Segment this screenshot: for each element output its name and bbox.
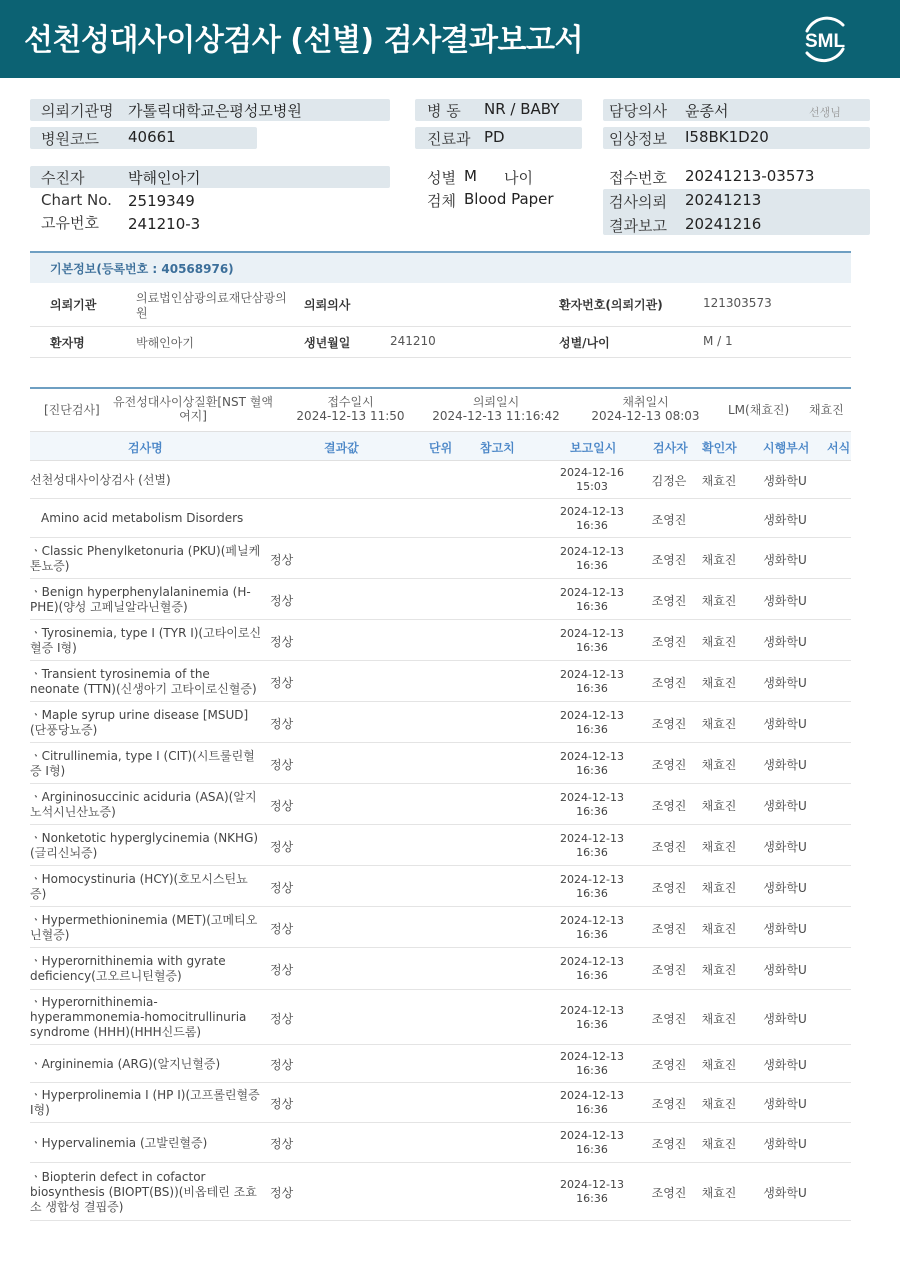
table-row xyxy=(30,538,851,579)
department: 생화학U xyxy=(763,513,807,527)
report-date-label: 결과보고 xyxy=(609,217,667,235)
confirmer: 채효진 xyxy=(701,1097,737,1111)
chart-no-label: Chart No. xyxy=(41,191,112,209)
basic-divider xyxy=(30,326,851,327)
report-time: 16:36 xyxy=(576,805,608,818)
table-row xyxy=(30,825,851,866)
report-time: 16:36 xyxy=(576,1143,608,1156)
confirmer: 채효진 xyxy=(701,594,737,608)
test-name: ㆍBenign hyperphenylalaninemia (H-PHE)(양성 고페닐알라닌혈증) xyxy=(30,585,251,614)
department: 생화학U xyxy=(763,1137,807,1151)
col-reference: 참고치 xyxy=(480,441,515,455)
report-date: 2024-12-13 xyxy=(560,873,624,886)
diag-collector: 채효진 xyxy=(809,403,844,417)
col-report-date: 보고일시 xyxy=(570,441,617,455)
confirmer: 채효진 xyxy=(701,717,737,731)
report-time: 16:36 xyxy=(576,600,608,613)
confirmer: 채효진 xyxy=(701,635,737,649)
col-department: 시행부서 xyxy=(763,441,810,455)
department: 생화학U xyxy=(763,1186,807,1200)
tester: 김정은 xyxy=(651,474,687,488)
test-result: 정상 xyxy=(270,1012,294,1026)
report-header xyxy=(0,0,900,78)
confirmer: 채효진 xyxy=(701,840,737,854)
table-row xyxy=(30,620,851,661)
table-row xyxy=(30,1083,851,1123)
report-date: 2024-12-13 xyxy=(560,832,624,845)
department: 생화학U xyxy=(763,635,807,649)
report-time: 16:36 xyxy=(576,559,608,572)
report-date: 2024-12-13 xyxy=(560,750,624,763)
table-row xyxy=(30,461,851,499)
report-time: 16:36 xyxy=(576,1018,608,1031)
test-name: ㆍHypervalinemia (고발린혈증) xyxy=(30,1136,208,1150)
institution-label: 의뢰기관명 xyxy=(41,102,114,120)
test-name: 선천성대사이상검사 (선별) xyxy=(30,473,171,487)
table-row xyxy=(30,1163,851,1221)
tester: 조영진 xyxy=(651,963,687,977)
department: 생화학U xyxy=(763,1012,807,1026)
dept-label: 진료과 xyxy=(427,130,471,148)
tester: 조영진 xyxy=(651,922,687,936)
test-name: ㆍCitrullinemia, type I (CIT)(시트룰린혈증 I형) xyxy=(30,749,255,778)
clinical-label: 임상정보 xyxy=(609,130,667,148)
report-title: 선천성대사이상검사 (선별) 검사결과보고서 xyxy=(24,23,583,58)
receipt-label: 접수번호 xyxy=(609,169,667,187)
col-confirmer: 확인자 xyxy=(702,441,737,455)
basic-inst-label: 의뢰기관 xyxy=(50,298,97,312)
department: 생화학U xyxy=(763,799,807,813)
request-date-value: 20241213 xyxy=(685,191,762,209)
request-date-label: 검사의뢰 xyxy=(609,193,667,211)
diag-tag: [진단검사] xyxy=(44,403,100,417)
doctor-honorific: 선생님 xyxy=(809,106,841,119)
report-time: 16:36 xyxy=(576,723,608,736)
confirmer: 채효진 xyxy=(701,1137,737,1151)
report-date: 2024-12-13 xyxy=(560,1050,624,1063)
report-date: 2024-12-13 xyxy=(560,1089,624,1102)
basic-info-header xyxy=(30,251,851,283)
report-date: 2024-12-13 xyxy=(560,668,624,681)
confirmer: 채효진 xyxy=(701,1186,737,1200)
report-time: 16:36 xyxy=(576,764,608,777)
table-row xyxy=(30,702,851,743)
col-format: 서식 xyxy=(827,441,851,455)
department: 생화학U xyxy=(763,758,807,772)
report-date: 2024-12-16 xyxy=(560,466,624,479)
test-result: 정상 xyxy=(270,758,294,772)
tester: 조영진 xyxy=(651,594,687,608)
report-time: 16:36 xyxy=(576,846,608,859)
test-name: ㆍHyperprolinemia I (HP I)(고프롤린혈증 I형) xyxy=(30,1088,260,1117)
basic-dob-label: 생년월일 xyxy=(304,336,351,350)
tester: 조영진 xyxy=(651,758,687,772)
report-date: 2024-12-13 xyxy=(560,627,624,640)
tester: 조영진 xyxy=(651,1058,687,1072)
doctor-value: 윤종서 xyxy=(685,102,729,120)
unique-no-value: 241210-3 xyxy=(128,215,201,233)
col-test-name: 검사명 xyxy=(128,441,163,455)
test-result: 정상 xyxy=(270,717,294,731)
report-time: 16:36 xyxy=(576,887,608,900)
diagnostic-summary xyxy=(30,387,851,431)
unique-no-label: 고유번호 xyxy=(41,214,99,232)
col-tester: 검사자 xyxy=(653,441,688,455)
test-result: 정상 xyxy=(270,922,294,936)
age-label: 나이 xyxy=(504,169,533,187)
tester: 조영진 xyxy=(651,799,687,813)
table-row xyxy=(30,499,851,538)
department: 생화학U xyxy=(763,1097,807,1111)
report-time: 16:36 xyxy=(576,1192,608,1205)
sml-logo-icon xyxy=(795,11,855,67)
tester: 조영진 xyxy=(651,717,687,731)
results-table-header xyxy=(30,431,851,461)
department: 생화학U xyxy=(763,676,807,690)
confirmer: 채효진 xyxy=(701,881,737,895)
dept-value: PD xyxy=(484,128,505,146)
col-result: 결과값 xyxy=(324,441,359,455)
confirmer: 채효진 xyxy=(701,963,737,977)
basic-bottom-line xyxy=(30,357,851,358)
report-date-value: 20241216 xyxy=(685,215,762,233)
test-name: ㆍHyperornithinemia with gyrate deficiency(고오르니틴혈증) xyxy=(30,954,226,983)
table-row xyxy=(30,866,851,907)
confirmer: 채효진 xyxy=(701,799,737,813)
report-date: 2024-12-13 xyxy=(560,505,624,518)
diag-received-label: 접수일시 xyxy=(327,395,374,409)
clinical-value: I58BK1D20 xyxy=(685,128,769,146)
tester: 조영진 xyxy=(651,1186,687,1200)
report-date: 2024-12-13 xyxy=(560,914,624,927)
basic-info-title: 기본정보(등록번호 : 40568976) xyxy=(50,262,234,276)
table-row xyxy=(30,579,851,620)
report-date: 2024-12-13 xyxy=(560,1004,624,1017)
confirmer: 채효진 xyxy=(701,474,737,488)
tester: 조영진 xyxy=(651,553,687,567)
tester: 조영진 xyxy=(651,676,687,690)
test-name: ㆍMaple syrup urine disease [MSUD](단풍당뇨증) xyxy=(30,708,249,737)
department: 생화학U xyxy=(763,553,807,567)
table-row xyxy=(30,1123,851,1163)
department: 생화학U xyxy=(763,881,807,895)
confirmer: 채효진 xyxy=(701,676,737,690)
report-time: 15:03 xyxy=(576,480,608,493)
department: 생화학U xyxy=(763,1058,807,1072)
table-row xyxy=(30,661,851,702)
tester: 조영진 xyxy=(651,635,687,649)
diag-test-line2: 여지] xyxy=(179,409,207,423)
tester: 조영진 xyxy=(651,1137,687,1151)
col-unit: 단위 xyxy=(429,441,453,455)
test-result: 정상 xyxy=(270,594,294,608)
basic-doctor-label: 의뢰의사 xyxy=(304,298,351,312)
department: 생화학U xyxy=(763,922,807,936)
test-result: 정상 xyxy=(270,1097,294,1111)
test-name: ㆍClassic Phenylketonuria (PKU)(페닐케톤뇨증) xyxy=(30,544,261,573)
department: 생화학U xyxy=(763,963,807,977)
test-name: ㆍArgininemia (ARG)(알지닌혈증) xyxy=(30,1057,221,1071)
table-row xyxy=(30,743,851,784)
patient-label: 수진자 xyxy=(41,169,85,187)
report-date: 2024-12-13 xyxy=(560,791,624,804)
basic-sexage-value: M / 1 xyxy=(703,334,733,348)
institution-value: 가톨릭대학교은평성모병원 xyxy=(128,102,302,120)
confirmer: 채효진 xyxy=(701,1012,737,1026)
hospital-code-value: 40661 xyxy=(128,128,176,146)
basic-name-label: 환자명 xyxy=(50,336,85,350)
specimen-label: 검체 xyxy=(427,192,456,210)
table-row xyxy=(30,948,851,990)
table-row xyxy=(30,784,851,825)
department: 생화학U xyxy=(763,717,807,731)
report-time: 16:36 xyxy=(576,1103,608,1116)
table-row xyxy=(30,1045,851,1083)
diag-lm: LM(채효진) xyxy=(728,403,790,417)
confirmer: 채효진 xyxy=(701,1058,737,1072)
report-date: 2024-12-13 xyxy=(560,1129,624,1142)
chart-no-value: 2519349 xyxy=(128,192,195,210)
report-time: 16:36 xyxy=(576,928,608,941)
patient-value: 박해인아기 xyxy=(128,169,201,187)
diag-collected-label: 채취일시 xyxy=(622,395,669,409)
report-date: 2024-12-13 xyxy=(560,545,624,558)
department: 생화학U xyxy=(763,840,807,854)
basic-pid-value: 121303573 xyxy=(703,296,772,310)
test-name: ㆍHomocystinuria (HCY)(호모시스틴뇨증) xyxy=(30,872,248,901)
confirmer: 채효진 xyxy=(701,553,737,567)
logo-text: SML xyxy=(804,31,846,52)
department: 생화학U xyxy=(763,474,807,488)
test-name: ㆍArgininosuccinic aciduria (ASA)(알지노석시닌산뇨증) xyxy=(30,790,257,819)
sex-label: 성별 xyxy=(427,169,456,187)
report-date: 2024-12-13 xyxy=(560,709,624,722)
hospital-code-label: 병원코드 xyxy=(41,130,99,148)
basic-inst-value-line2: 원 xyxy=(136,306,148,320)
diag-collected-value: 2024-12-13 08:03 xyxy=(591,409,700,423)
test-name: ㆍHyperornithinemia-hyperammonemia-homocitrullinuria syndrome (HHH)(HHH신드롬) xyxy=(30,995,247,1039)
tester: 조영진 xyxy=(651,840,687,854)
test-result: 정상 xyxy=(270,799,294,813)
test-result: 정상 xyxy=(270,1058,294,1072)
basic-name-value: 박해인아기 xyxy=(136,336,194,350)
basic-info-table xyxy=(30,251,851,358)
basic-pid-label: 환자번호(의뢰기관) xyxy=(559,298,663,312)
diag-requested-label: 의뢰일시 xyxy=(472,395,520,409)
report-time: 16:36 xyxy=(576,969,608,982)
report-date: 2024-12-13 xyxy=(560,955,624,968)
report-time: 16:36 xyxy=(576,1064,608,1077)
test-name: ㆍTyrosinemia, type I (TYR I)(고타이로신혈증 I형) xyxy=(30,626,262,655)
report-date: 2024-12-13 xyxy=(560,1178,624,1191)
test-result: 정상 xyxy=(270,881,294,895)
test-name: ㆍHypermethioninemia (MET)(고메티오닌혈증) xyxy=(30,913,258,942)
table-row xyxy=(30,907,851,948)
ward-label: 병 동 xyxy=(427,102,461,120)
test-result: 정상 xyxy=(270,963,294,977)
tester: 조영진 xyxy=(651,1097,687,1111)
test-name: ㆍTransient tyrosinemia of the neonate (TTN)(신생아기 고타이로신혈증) xyxy=(30,667,257,696)
report-time: 16:36 xyxy=(576,519,608,532)
specimen-value: Blood Paper xyxy=(464,190,554,208)
test-result: 정상 xyxy=(270,840,294,854)
tester: 조영진 xyxy=(651,513,687,527)
basic-sexage-label: 성별/나이 xyxy=(559,336,610,350)
table-row xyxy=(30,990,851,1045)
test-result: 정상 xyxy=(270,553,294,567)
test-result: 정상 xyxy=(270,1186,294,1200)
report-date: 2024-12-13 xyxy=(560,586,624,599)
receipt-value: 20241213-03573 xyxy=(685,167,815,185)
diag-received-value: 2024-12-13 11:50 xyxy=(296,409,405,423)
report-time: 16:36 xyxy=(576,641,608,654)
confirmer: 채효진 xyxy=(701,922,737,936)
tester: 조영진 xyxy=(651,1012,687,1026)
tester: 조영진 xyxy=(651,881,687,895)
test-name: Amino acid metabolism Disorders xyxy=(41,511,244,525)
diag-test-line1: 유전성대사이상질환[NST 혈액 xyxy=(113,395,273,409)
sex-value: M xyxy=(464,167,477,185)
ward-value: NR / BABY xyxy=(484,100,560,118)
confirmer: 채효진 xyxy=(701,758,737,772)
test-result: 정상 xyxy=(270,635,294,649)
test-name: ㆍNonketotic hyperglycinemia (NKHG)(글리신뇌증) xyxy=(30,831,259,860)
department: 생화학U xyxy=(763,594,807,608)
test-name: ㆍBiopterin defect in cofactor biosynthesis (BIOPT(BS))(비옵테린 조효소 생합성 결핍증) xyxy=(30,1170,257,1214)
doctor-label: 담당의사 xyxy=(609,102,667,120)
basic-inst-value-line1: 의료법인삼광의료재단삼광의 xyxy=(136,291,287,305)
test-result: 정상 xyxy=(270,676,294,690)
basic-dob-value: 241210 xyxy=(390,334,436,348)
test-result: 정상 xyxy=(270,1137,294,1151)
diag-requested-value: 2024-12-13 11:16:42 xyxy=(432,409,560,423)
report-time: 16:36 xyxy=(576,682,608,695)
